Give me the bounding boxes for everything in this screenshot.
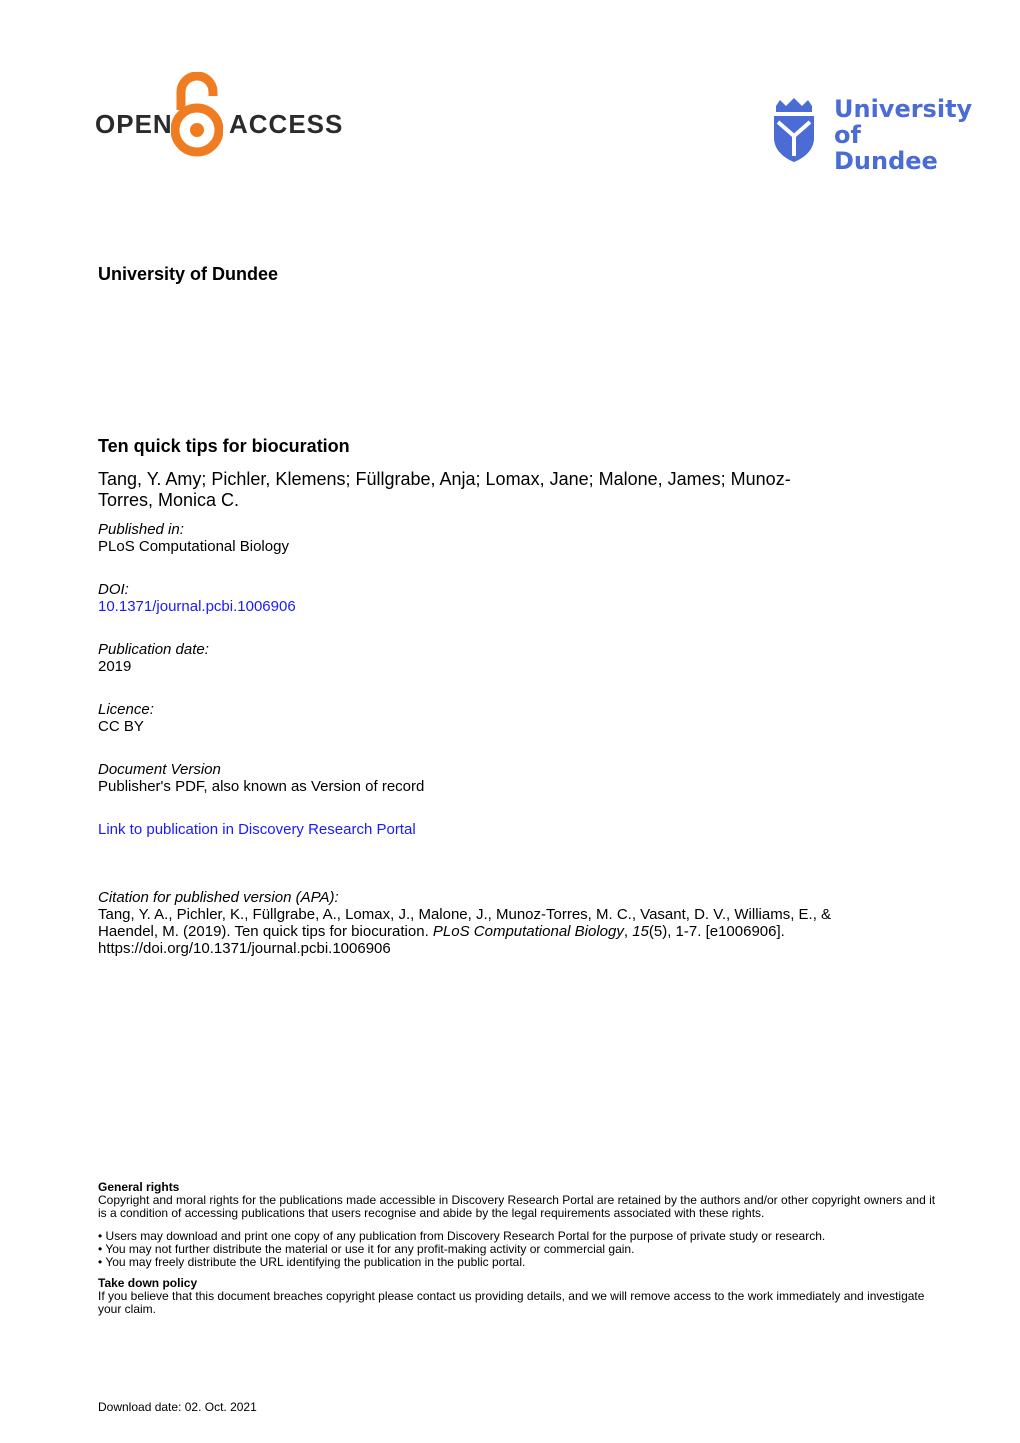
- doi-label: DOI:: [98, 581, 129, 598]
- published-in-label: Published in:: [98, 521, 184, 538]
- citation-line-2-suffix: (5), 1-7. [e1006906].: [648, 923, 785, 940]
- university-logo-text: [834, 96, 972, 174]
- open-access-logo-access: ACCESS: [229, 109, 344, 139]
- citation-sep: ,: [623, 923, 633, 940]
- authors-line-2: Torres, Monica C.: [98, 490, 240, 510]
- citation-journal: PLoS Computational Biology: [432, 923, 624, 940]
- university-logo: [772, 95, 973, 175]
- citation-block: [98, 889, 968, 957]
- general-rights-body: Copyright and moral rights for the publications made accessible in Discovery Research Portal are retained by the authors and/or other copyright owners and it is a condition of accessing publications that users recognise and abide by the legal requirements associated with these rights.: [98, 1193, 936, 1220]
- document-version-value: Publisher's PDF, also known as Version of record: [98, 778, 425, 795]
- rights-block: [98, 1181, 938, 1316]
- rights-bullet-1: • Users may download and print one copy of any publication from Discovery Research Portal for the purpose of private study or research.: [98, 1229, 826, 1243]
- citation-volume: 15: [632, 923, 649, 940]
- doi-field: [98, 581, 296, 615]
- general-rights-heading: General rights: [98, 1180, 180, 1194]
- open-access-logo: [95, 72, 344, 158]
- licence-field: [98, 701, 154, 735]
- published-in-field: [98, 521, 289, 555]
- licence-label: Licence:: [98, 701, 154, 718]
- takedown-heading: Take down policy: [98, 1276, 198, 1290]
- citation-line-2-prefix: Haendel, M. (2019). Ten quick tips for biocuration.: [98, 923, 433, 940]
- open-lock-icon: [171, 72, 223, 158]
- portal-link[interactable]: Link to publication in Discovery Research Portal: [98, 821, 416, 838]
- rights-bullet-3: • You may freely distribute the URL identifying the publication in the public portal.: [98, 1255, 526, 1269]
- university-logo-line1: University: [834, 95, 973, 123]
- rights-bullets: [98, 1230, 938, 1269]
- publication-date-field: [98, 641, 209, 675]
- open-access-logo-open: OPEN: [95, 109, 173, 139]
- publication-date-value: 2019: [98, 658, 132, 675]
- download-date: Download date: 02. Oct. 2021: [98, 1400, 257, 1414]
- citation-line-1: Tang, Y. A., Pichler, K., Füllgrabe, A., Lomax, J., Malone, J., Munoz-Torres, M. C., Vasant, D. V., Williams, E., &: [98, 906, 832, 923]
- university-logo-line2: of Dundee: [834, 121, 938, 175]
- doi-link[interactable]: 10.1371/journal.pcbi.1006906: [98, 598, 296, 615]
- paper-title: Ten quick tips for biocuration: [98, 436, 350, 456]
- takedown-body: If you believe that this document breaches copyright please contact us providing details, and we will remove access to the work immediately and investigate your claim.: [98, 1289, 925, 1316]
- citation-line-2: [98, 923, 968, 940]
- rights-bullet-2: • You may not further distribute the material or use it for any profit-making activity or commercial gain.: [98, 1242, 635, 1256]
- authors: [98, 469, 918, 511]
- university-crest-icon: [772, 96, 816, 162]
- citation-line-3: https://doi.org/10.1371/journal.pcbi.1006906: [98, 940, 391, 957]
- authors-line-1: Tang, Y. Amy; Pichler, Klemens; Füllgrabe, Anja; Lomax, Jane; Malone, James; Munoz-: [98, 469, 791, 489]
- document-version-label: Document Version: [98, 761, 221, 778]
- institution-name: University of Dundee: [98, 264, 279, 284]
- citation-label: Citation for published version (APA):: [98, 889, 339, 906]
- published-in-value: PLoS Computational Biology: [98, 538, 289, 555]
- publication-date-label: Publication date:: [98, 641, 209, 658]
- document-version-field: [98, 761, 424, 795]
- licence-value: CC BY: [98, 718, 144, 735]
